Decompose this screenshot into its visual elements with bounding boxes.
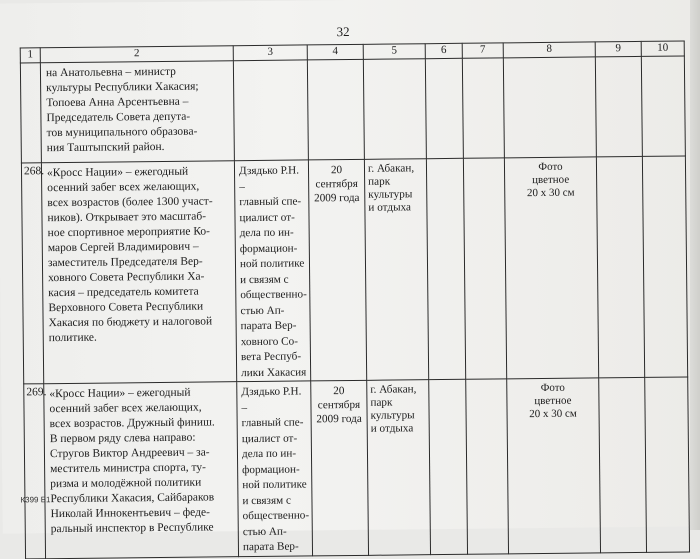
- row-number-cell: [20, 63, 41, 163]
- column-header: 6: [425, 43, 462, 58]
- place-cell: [367, 380, 431, 555]
- empty-cell: [429, 379, 468, 554]
- description-cell: [44, 382, 239, 559]
- page-edge-shadow: [690, 0, 700, 530]
- place-line: г. Абакан,: [370, 383, 417, 396]
- column-header: 5: [363, 44, 425, 60]
- description-line: Верховного Совета Республики: [48, 300, 204, 315]
- column-header: 8: [503, 42, 595, 58]
- empty-cell: [645, 377, 690, 552]
- author-line: вета Респуб-: [240, 350, 302, 364]
- place-line: и отдыха: [370, 422, 414, 435]
- empty-cell: [233, 60, 308, 161]
- photo-line: цветное: [531, 173, 570, 187]
- description-line: ральный инспектор в Республике: [50, 521, 214, 536]
- author-line: и связям с: [242, 494, 291, 507]
- author-line: ной политике: [239, 257, 305, 271]
- author-line: дела по ин-: [239, 226, 294, 240]
- description-line: всех возрастов. Дружный финиш.: [49, 416, 215, 431]
- photo-line: цветное: [534, 394, 572, 408]
- column-header: 7: [462, 43, 503, 58]
- table-row: [24, 377, 690, 558]
- author-line: стью Ап-: [242, 525, 287, 538]
- author-line: главный спе-: [239, 195, 302, 209]
- empty-cell: [462, 58, 504, 158]
- empty-cell: [599, 377, 647, 552]
- author-line: ховного Со-: [240, 335, 298, 348]
- description-line: Топоева Анна Арсентьевна –: [46, 95, 189, 110]
- author-line: стью Ап-: [240, 304, 285, 317]
- description-line: меститель министра спорта, ту-: [50, 461, 206, 476]
- author-line: общественно-: [240, 288, 307, 302]
- author-line: циалист от-: [239, 211, 295, 224]
- description-line: осенний забег всех желающих,: [47, 180, 200, 195]
- column-header: 3: [233, 45, 307, 61]
- author-line: Дзядько Р.Н. –: [241, 385, 302, 414]
- empty-cell: [596, 156, 644, 377]
- register-table: [20, 40, 690, 558]
- date-line: 20 сентября: [317, 385, 361, 412]
- photo-line: Фото: [540, 381, 565, 395]
- place-line: парк: [368, 175, 391, 188]
- place-line: парк: [370, 396, 393, 409]
- empty-cell: [426, 158, 465, 379]
- empty-cell: [503, 57, 596, 158]
- empty-cell: [641, 56, 685, 156]
- author-line: формацион-: [239, 242, 298, 255]
- date-line: 2009 года: [316, 412, 362, 426]
- description-line: осенний забег всех желающих,: [49, 401, 202, 416]
- description-line: Председатель Совета депута-: [46, 110, 191, 125]
- description-cell: [41, 161, 236, 384]
- place-line: г. Абакан,: [367, 162, 415, 175]
- description-line: политике.: [48, 331, 97, 345]
- column-header: 4: [307, 44, 363, 60]
- table-row: [21, 156, 687, 384]
- author-line: лики Хакасия: [241, 365, 307, 379]
- footer-code: К399 Б1: [20, 495, 51, 505]
- author-line: формацион-: [242, 463, 300, 476]
- author-line: общественно-: [242, 509, 310, 523]
- description-line: всех возрастов (более 1300 участ-: [47, 195, 213, 210]
- place-line: культуры: [368, 188, 413, 201]
- photo-line: Фото: [538, 160, 563, 174]
- description-line: ников). Открывает это масштаб-: [47, 210, 207, 225]
- photo-line: 20 х 30 см: [526, 186, 575, 200]
- description-line: заместитель Председателя Вер-: [47, 255, 203, 270]
- description-line: ховного Совета Республики Ха-: [48, 270, 205, 285]
- column-header: 9: [595, 41, 641, 56]
- description-line: В первом ряду слева направо:: [49, 431, 196, 446]
- description-line: Николай Иннокентьевич – феде-: [50, 506, 210, 521]
- empty-cell: [307, 59, 364, 160]
- author-line: ной политике: [242, 478, 307, 492]
- photo-format-cell: [504, 157, 598, 379]
- description-line: тов муниципального образова-: [46, 125, 198, 140]
- description-line: касия – председатель комитета: [48, 285, 199, 300]
- author-line: Дзядько Р.Н. –: [238, 164, 300, 193]
- author-line: главный спе-: [241, 416, 304, 430]
- date-cell: [311, 380, 369, 555]
- description-line: ризма и молодёжной политики: [50, 476, 202, 491]
- author-cell: [234, 160, 310, 382]
- description-line: Республики Хакасия, Сайбараков: [50, 491, 215, 506]
- description-cell: [40, 61, 234, 163]
- description-line: Стругов Виктор Андреевич – за-: [49, 446, 210, 461]
- empty-cell: [425, 58, 463, 158]
- empty-cell: [363, 59, 426, 160]
- description-line: маров Сергей Владимирович –: [47, 240, 199, 255]
- description-line: «Кросс Нации» – ежегодный: [49, 386, 191, 401]
- author-line: и связям с: [240, 273, 289, 286]
- table-row-continuation: [20, 56, 685, 163]
- description-line: Хакасия по бюджету и налоговой: [48, 315, 213, 330]
- place-line: и отдыха: [368, 201, 412, 214]
- place-line: культуры: [370, 409, 415, 422]
- column-header: 2: [40, 46, 233, 63]
- description-line: ния Таштыпский район.: [46, 140, 165, 155]
- description-line: на Анатольевна – министр: [45, 65, 176, 80]
- author-line: парата Вер-: [240, 319, 297, 333]
- row-number-cell: 268.: [21, 163, 43, 384]
- description-line: культуры Республики Хакасия;: [46, 80, 199, 95]
- date-cell: [308, 159, 366, 381]
- page-number: 32: [336, 23, 350, 40]
- empty-cell: [595, 56, 642, 156]
- column-header: 1: [20, 48, 40, 63]
- empty-cell: [466, 379, 509, 554]
- author-line: парата Вер-: [242, 540, 299, 554]
- description-line: «Кросс Нации» – ежегодный: [46, 165, 189, 180]
- photo-line: 20 х 30 см: [529, 407, 577, 421]
- author-line: циалист от-: [241, 432, 298, 445]
- place-cell: [364, 159, 428, 381]
- author-line: дела по ин-: [241, 447, 297, 461]
- date-line: 20 сентября: [315, 164, 358, 191]
- row-number-cell: 269.: [24, 384, 46, 559]
- column-header: 10: [641, 41, 684, 56]
- empty-cell: [463, 158, 506, 379]
- empty-cell: [642, 156, 687, 377]
- date-line: 2009 года: [314, 191, 360, 205]
- description-line: ное спортивное мероприятие Ко-: [47, 225, 211, 240]
- photo-format-cell: [507, 378, 601, 553]
